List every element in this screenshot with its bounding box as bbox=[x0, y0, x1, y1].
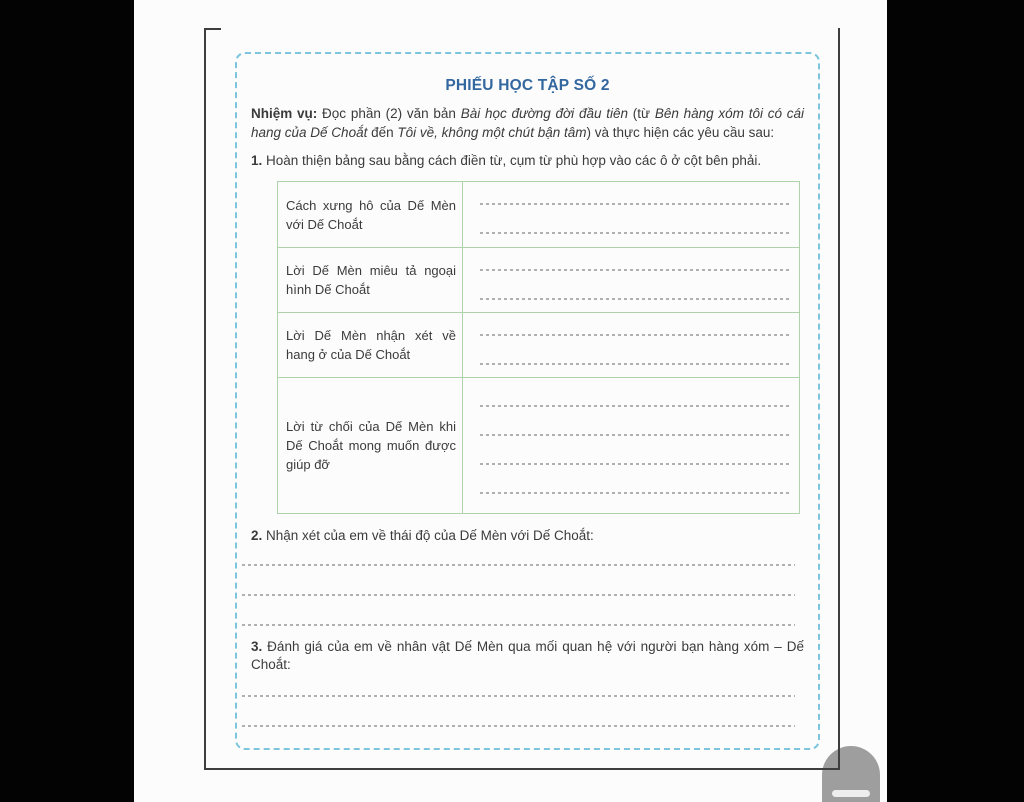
row-label-text: Cách xưng hô của Dế Mèn với Dế Choắt bbox=[286, 197, 456, 232]
row-label-text: Lời Dế Mèn miêu tả ngoại hình Dế Choắt bbox=[286, 263, 456, 297]
dotted-answer-line bbox=[242, 546, 795, 566]
dotted-answer-line bbox=[480, 446, 789, 475]
question-2-text: Nhận xét của em về thái độ của Dế Mèn với Dế Choắt: bbox=[262, 528, 594, 543]
table-row bbox=[278, 182, 799, 247]
handle-bar-icon bbox=[832, 790, 870, 797]
question-2-number: 2. bbox=[251, 528, 263, 543]
row-label-cell bbox=[278, 248, 463, 312]
worksheet-title: PHIẾU HỌC TẬP SỐ 2 bbox=[445, 77, 610, 94]
dotted-answer-line bbox=[242, 675, 795, 697]
dotted-answer-line bbox=[480, 317, 789, 346]
dotted-answer-line bbox=[480, 475, 789, 504]
answer-lines-q2 bbox=[242, 546, 795, 626]
text-segment: Bài học đường đời đầu tiên bbox=[460, 106, 629, 121]
row-label-cell bbox=[278, 378, 463, 513]
text-segment: đến bbox=[367, 124, 398, 140]
dotted-answer-line bbox=[480, 346, 789, 375]
row-answer-cell bbox=[463, 182, 799, 247]
text-segment: Đọc phần (2) văn bản bbox=[317, 106, 461, 121]
text-segment: Bên hàng xóm tôi có cái hang của Dế Choắt bbox=[251, 106, 804, 140]
text-segment: ) và thực hiện các yêu cầu sau: bbox=[586, 124, 775, 140]
question-1-text: Hoàn thiện bảng sau bằng cách điền từ, cụm từ phù hợp vào các ô ở cột bên phải. bbox=[262, 153, 762, 168]
dotted-answer-line bbox=[480, 215, 789, 244]
row-answer-cell bbox=[463, 248, 799, 312]
question-2 bbox=[251, 527, 804, 544]
dotted-answer-line bbox=[242, 596, 795, 626]
worksheet-table bbox=[277, 181, 800, 514]
worksheet-frame bbox=[235, 52, 820, 750]
dotted-answer-line bbox=[480, 252, 789, 281]
worksheet-page bbox=[204, 28, 840, 770]
row-answer-cell bbox=[463, 313, 799, 377]
answer-lines-q3 bbox=[242, 675, 795, 727]
task-paragraph bbox=[251, 105, 804, 142]
right-black-bar bbox=[887, 0, 1024, 802]
question-1-number: 1. bbox=[251, 153, 263, 168]
question-1 bbox=[251, 152, 804, 169]
text-segment: Nhiệm vụ: bbox=[251, 106, 318, 121]
row-label-cell bbox=[278, 182, 463, 247]
row-answer-cell bbox=[463, 378, 799, 513]
dotted-answer-line bbox=[480, 281, 789, 310]
table-row bbox=[278, 312, 799, 377]
row-label-cell bbox=[278, 313, 463, 377]
left-black-bar bbox=[0, 0, 134, 802]
dotted-answer-line bbox=[480, 417, 789, 446]
dotted-answer-line bbox=[480, 388, 789, 417]
dotted-answer-line bbox=[242, 697, 795, 727]
page-top-corner-line bbox=[206, 28, 221, 30]
dotted-answer-line bbox=[242, 566, 795, 596]
table-row bbox=[278, 247, 799, 312]
row-label-text: Lời từ chối của Dế Mèn khi Dế Choắt mong muốn được giúp đỡ bbox=[286, 419, 456, 472]
question-3-text: Đánh giá của em về nhân vật Dế Mèn qua mối quan hệ với người bạn hàng xóm – Dế Choắt: bbox=[251, 639, 804, 672]
text-segment: Tôi về, không một chút bận tâm bbox=[397, 124, 587, 140]
question-3 bbox=[251, 638, 804, 673]
table-row bbox=[278, 377, 799, 513]
text-segment: (từ bbox=[628, 106, 655, 121]
question-3-number: 3. bbox=[251, 639, 263, 654]
row-label-text: Lời Dế Mèn nhận xét về hang ở của Dế Choắt bbox=[286, 328, 456, 362]
dotted-answer-line bbox=[480, 186, 789, 215]
